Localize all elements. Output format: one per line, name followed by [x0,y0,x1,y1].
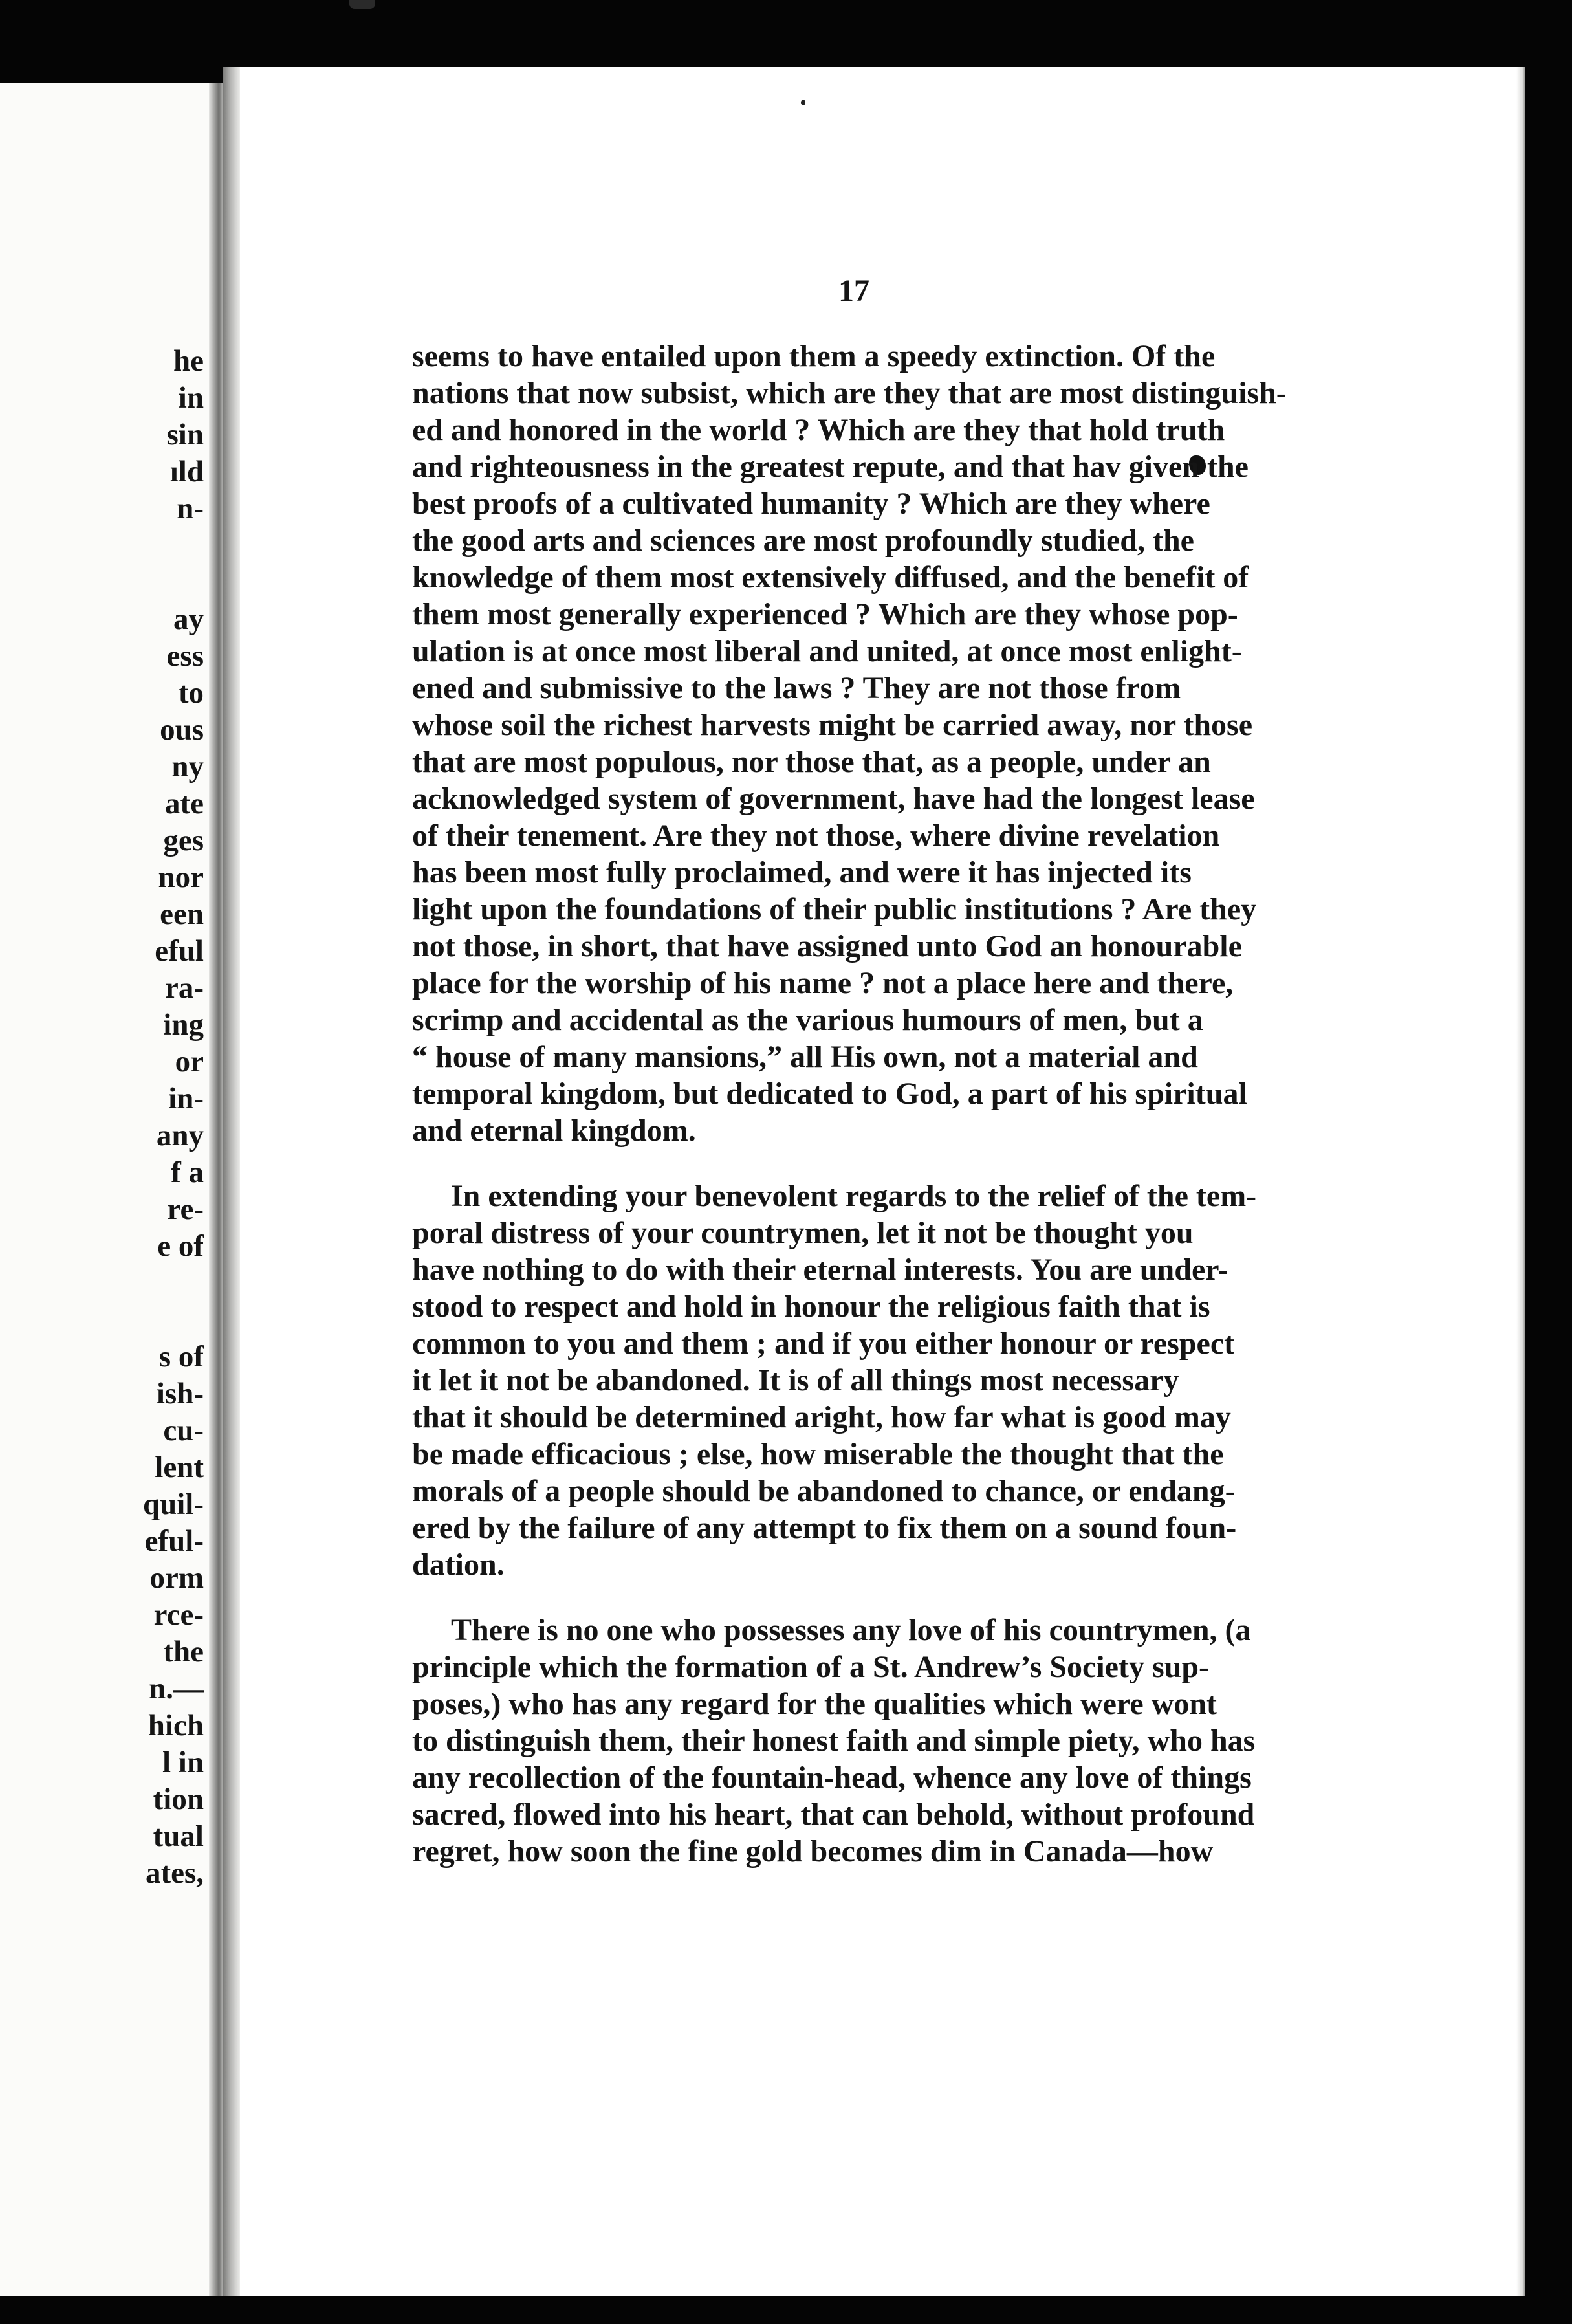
text-line: and eternal kingdom. [412,1113,696,1148]
text-line: not those, in short, that have assigned unto God an honourable [412,929,1242,963]
text-line: them most generally experienced ? Which are they whose pop- [412,597,1238,631]
text-line: There is no one who possesses any love of his countrymen, (a [451,1613,1251,1647]
text-line: light upon the foundations of their public institutions ? Are they [412,892,1257,926]
text-line: seems to have entailed upon them a speedy extinction. Of the [412,339,1216,373]
left-page-fragment: ges [163,824,204,857]
left-page-fragment: quil- [142,1487,204,1521]
left-page-fragment: ra- [164,971,204,1005]
text-line: poral distress of your countrymen, let it not be thought you [412,1216,1194,1250]
text-line: be made efficacious ; else, how miserable the thought that the [412,1437,1224,1471]
left-page-fragment: ish- [156,1377,204,1410]
left-page-fragment: tion [153,1782,204,1816]
text-line: that are most populous, nor those that, as a people, under an [412,745,1211,779]
text-line: that it should be determined aright, how far what is good may [412,1400,1231,1434]
left-page-fragment: ny [171,750,204,784]
left-page-fragment: ing [163,1008,204,1042]
left-page-fragment: or [175,1045,204,1079]
left-page-fragment: tual [153,1819,204,1853]
main-page-edge [1516,67,1525,2296]
left-page-fragment: eful [155,934,204,968]
text-line: ed and honored in the world ? Which are they that hold truth [412,413,1225,447]
text-line: ened and submissive to the laws ? They are not those from [412,671,1181,705]
left-page-fragment: he [173,344,204,378]
left-page-fragment: in- [168,1082,204,1115]
text-line: nations that now subsist, which are they that are most distinguish- [412,376,1287,410]
text-line: common to you and them ; and if you either honour or respect [412,1326,1235,1361]
text-line: dation. [412,1548,505,1582]
text-line: ulation is at once most liberal and united, at once most enlight- [412,634,1242,668]
left-page-fragment: ates, [145,1856,204,1890]
text-line: regret, how soon the fine gold becomes dim in Canada—how [412,1834,1214,1869]
text-line: it let it not be abandoned. It is of all things most necessary [412,1363,1179,1398]
left-page-fragment: ıld [169,455,204,488]
left-page-fragment: s of [158,1340,204,1374]
text-line: the good arts and sciences are most profoundly studied, the [412,523,1194,558]
paragraph-3 [412,1612,1357,1870]
left-page-fragment: nor [158,861,204,894]
text-line: In extending your benevolent regards to the relief of the tem- [451,1179,1257,1213]
left-page-fragment: een [160,897,204,931]
main-page-gutter-shadow [223,67,240,2296]
text-line: scrimp and accidental as the various humours of men, but a [412,1003,1203,1037]
left-page-fragment: any [156,1119,204,1152]
text-line: knowledge of them most extensively diffused, and the benefit of [412,560,1249,595]
body-text [412,338,1357,1870]
text-line: best proofs of a cultivated humanity ? Which are they where [412,487,1210,521]
left-page-fragment: orm [149,1561,204,1595]
text-line: sacred, flowed into his heart, that can behold, without profound [412,1797,1255,1832]
paragraph-2 [412,1178,1357,1583]
text-line: ered by the failure of any attempt to fix them on a sound foun- [412,1511,1237,1545]
left-page-fragment: to [178,676,204,710]
left-page-fragment: re- [167,1192,204,1226]
left-facing-page [0,83,223,2296]
page-mark-dot [801,100,805,105]
left-page-fragment: ous [160,713,204,747]
text-line: acknowledged system of government, have had the longest lease [412,782,1255,816]
left-page-fragment: ate [164,787,204,820]
text-line: has been most fully proclaimed, and were it has injected its [412,855,1192,890]
left-page-fragment: f a [171,1156,204,1189]
page-number: 17 [838,274,869,308]
text-line: place for the worship of his name ? not a place here and there, [412,966,1234,1000]
text-line: stood to respect and hold in honour the religious faith that is [412,1289,1210,1324]
left-page-fragment: n- [177,492,204,525]
text-line: principle which the formation of a St. Andrew’s Society sup- [412,1650,1210,1684]
scan-speck [349,0,375,9]
text-line: whose soil the richest harvests might be carried away, nor those [412,708,1252,742]
left-page-fragment: eful- [144,1524,204,1558]
paragraph-1 [412,338,1357,1149]
left-page-fragment: sin [166,418,204,452]
text-line: temporal kingdom, but dedicated to God, a part of his spiritual [412,1077,1247,1111]
left-page-gutter-shadow [209,83,223,2296]
left-page-fragment: e of [157,1229,204,1263]
left-page-fragment: lent [155,1451,204,1484]
left-page-fragment: cu- [163,1414,204,1447]
text-line: poses,) who has any regard for the qualities which were wont [412,1687,1217,1721]
text-line: morals of a people should be abandoned to chance, or endang- [412,1474,1236,1508]
text-line: any recollection of the fountain-head, whence any love of things [412,1760,1252,1795]
text-line: and righteousness in the greatest repute, and that hav given the [412,450,1249,484]
left-page-fragment: ay [173,602,204,636]
left-page-fragment: the [163,1635,204,1669]
left-page-fragment: rce- [153,1598,204,1632]
main-page [223,67,1525,2296]
text-line: “ house of many mansions,” all His own, not a material and [412,1040,1198,1074]
left-page-fragment: l in [162,1746,204,1779]
text-line: of their tenement. Are they not those, where divine revelation [412,818,1220,853]
left-page-fragment: n.— [149,1672,204,1705]
text-line: have nothing to do with their eternal interests. You are under- [412,1253,1228,1287]
left-page-fragment: hich [147,1709,204,1742]
left-page-fragment: ess [166,639,204,673]
text-line: to distinguish them, their honest faith and simple piety, who has [412,1724,1256,1758]
left-page-fragment: in [178,381,204,415]
